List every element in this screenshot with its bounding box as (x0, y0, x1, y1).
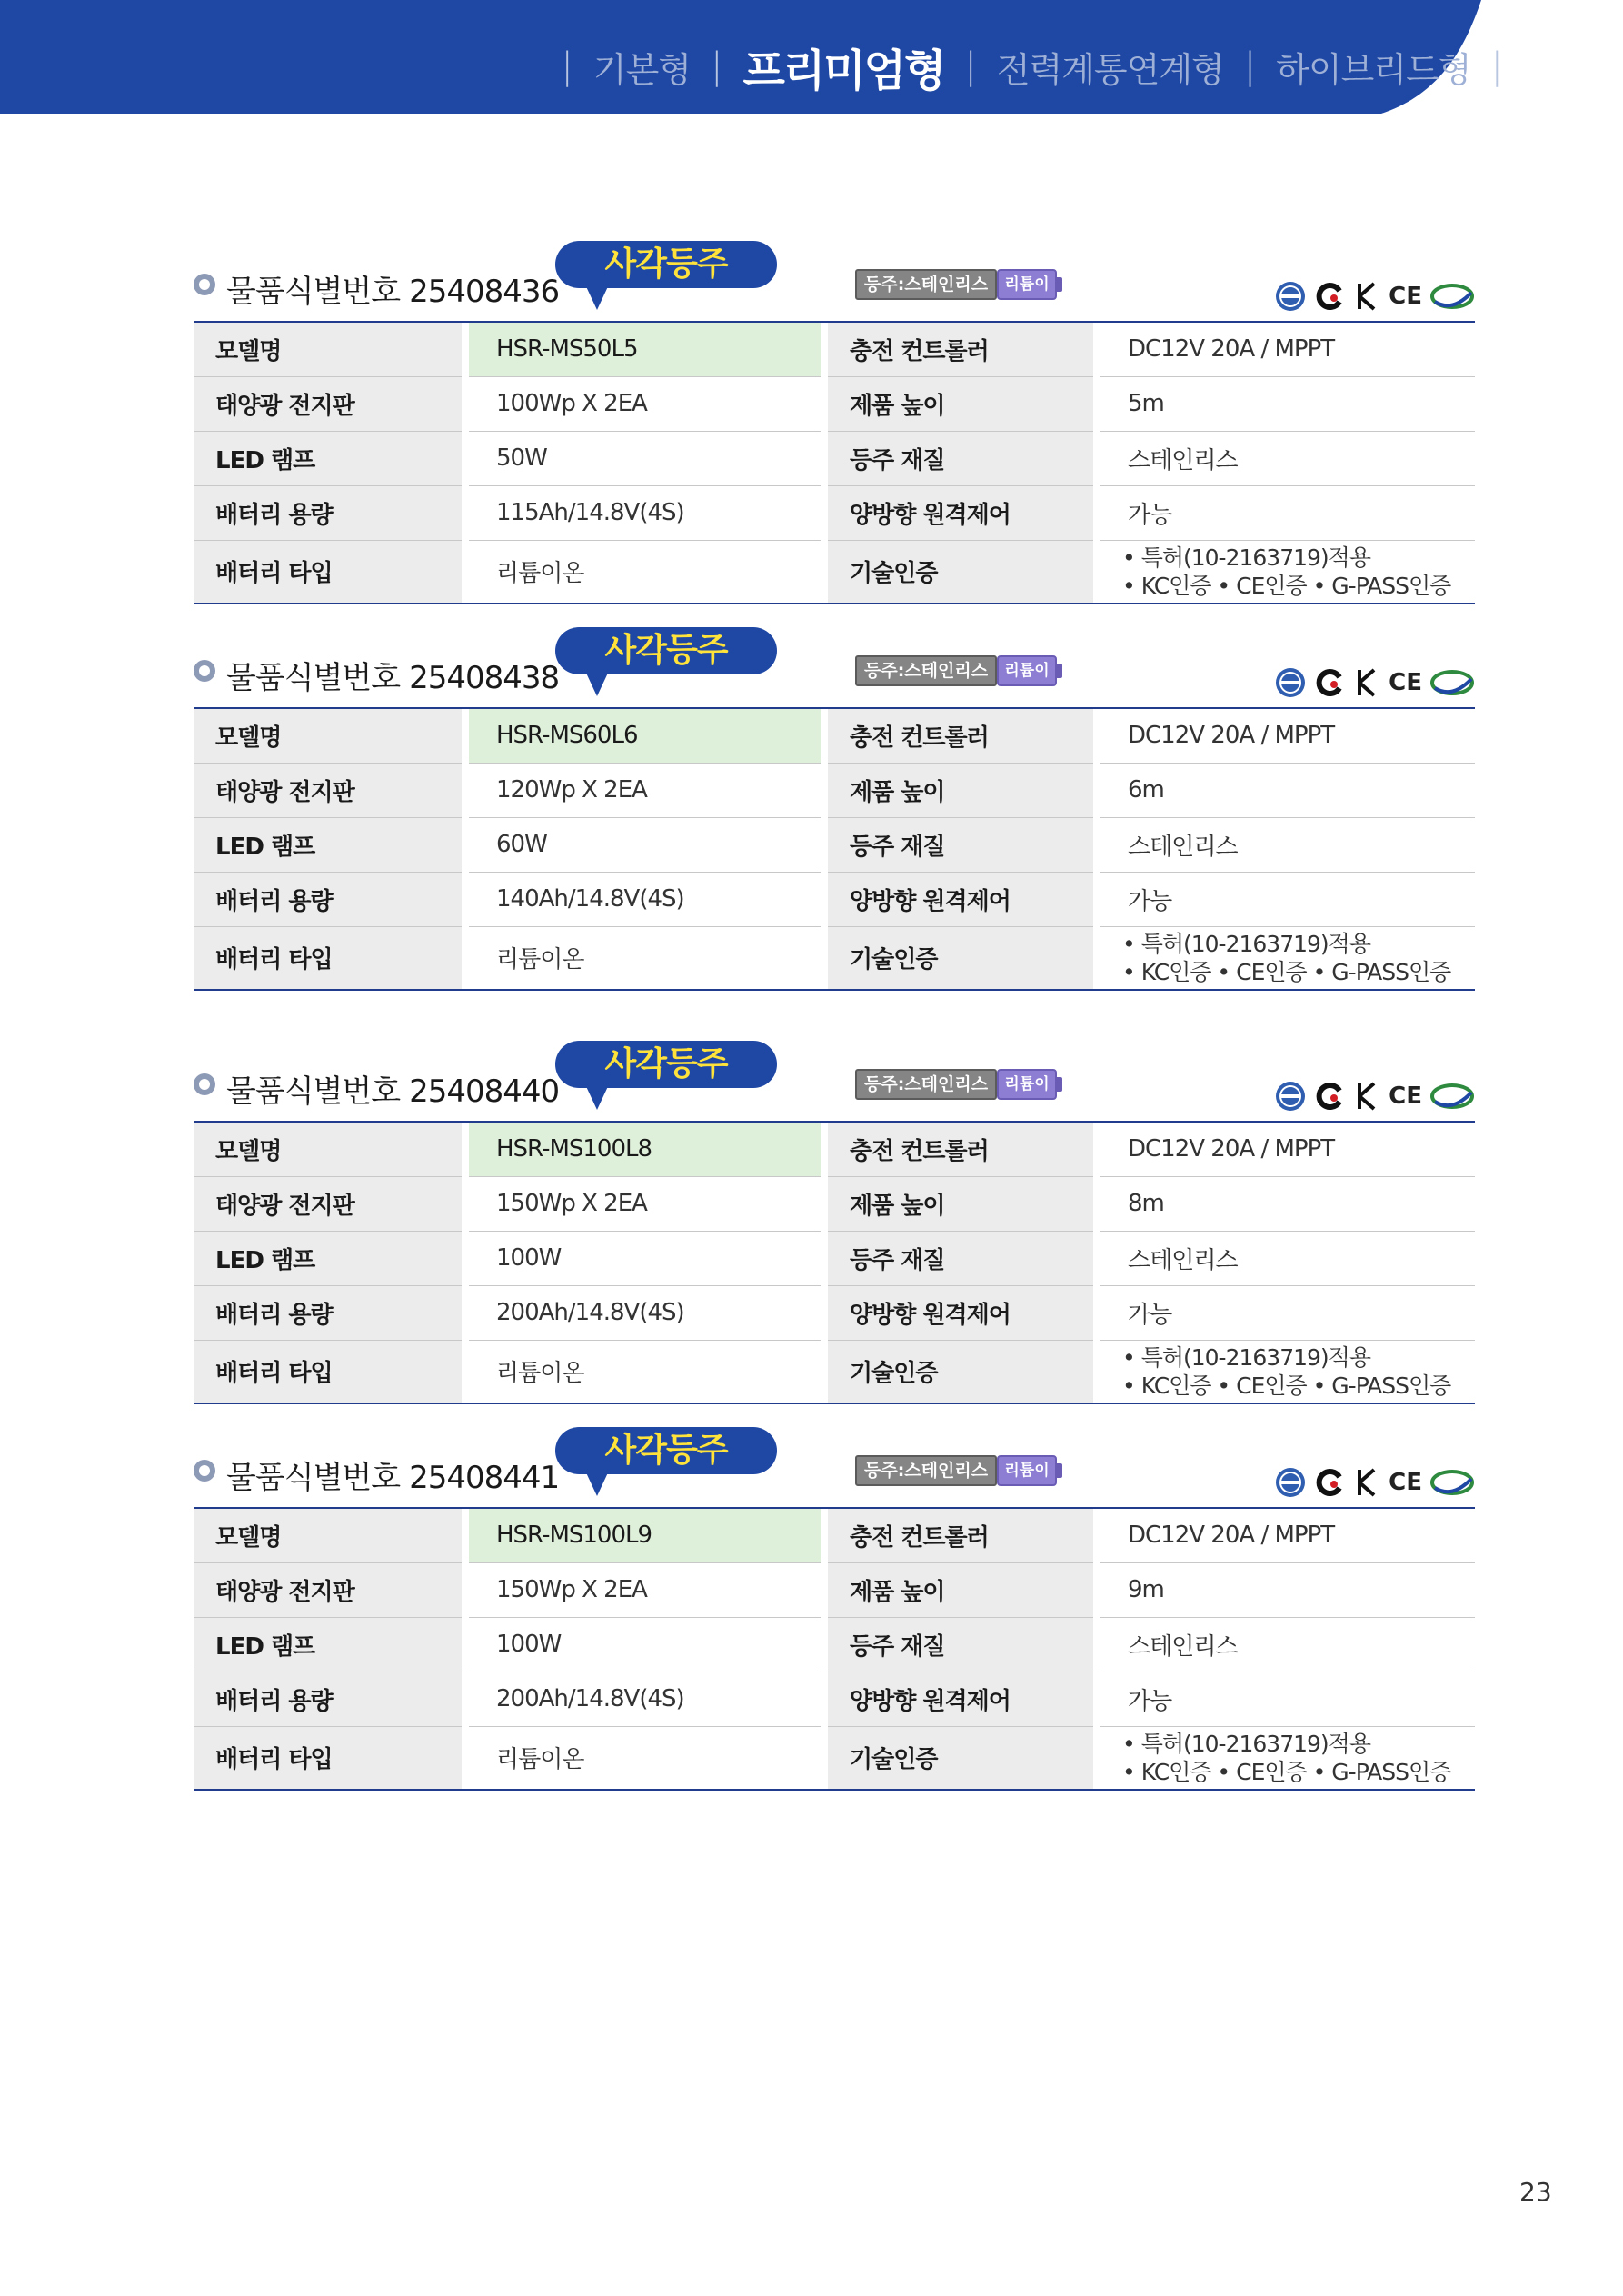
table-row (194, 817, 1475, 872)
battery-cap-icon (1057, 277, 1062, 292)
label-material: 등주 재질 (828, 1231, 1093, 1285)
ident-label: 물품식별번호 (226, 1073, 401, 1110)
value-capacity: 140Ah/14.8V(4S) (469, 872, 821, 926)
nav-separator: | (964, 45, 977, 87)
table-row (194, 1508, 1475, 1562)
kc-mark-icon (1354, 666, 1381, 699)
value-remote: 가능 (1100, 1672, 1475, 1726)
ce-mark-icon: CE (1389, 283, 1422, 310)
product-block (194, 1427, 1475, 1791)
value-height: 8m (1100, 1176, 1475, 1231)
nav-separator: | (711, 45, 723, 87)
value-led: 60W (469, 817, 821, 872)
page-number: 23 (1519, 2177, 1552, 2207)
kc-mark-icon (1354, 1080, 1381, 1113)
nav-separator: | (561, 45, 573, 87)
label-battery-type: 배터리 타입 (194, 926, 462, 990)
value-battery-type: 리튬이온 (469, 926, 821, 990)
value-controller: DC12V 20A / MPPT (1100, 1508, 1475, 1562)
label-led: LED 램프 (194, 431, 462, 485)
label-material: 등주 재질 (828, 817, 1093, 872)
good-software-icon (1429, 1466, 1475, 1499)
pole-type-badge: 사각등주 (555, 241, 777, 288)
spec-table (194, 1507, 1475, 1791)
label-battery-type: 배터리 타입 (194, 1340, 462, 1403)
value-battery-type: 리튬이온 (469, 1726, 821, 1790)
value-led: 50W (469, 431, 821, 485)
table-row (194, 1176, 1475, 1231)
value-model: HSR-MS60L6 (469, 708, 821, 763)
cert-logos (1274, 1077, 1475, 1115)
g-mark-icon (1314, 666, 1347, 699)
material-tag: 등주:스테인리스 (855, 655, 997, 686)
value-battery-type: 리튬이온 (469, 1340, 821, 1403)
nav-item-basic[interactable]: 기본형 (592, 49, 691, 90)
kc-mark-icon (1354, 280, 1381, 313)
label-led: LED 램프 (194, 1231, 462, 1285)
table-row (194, 1726, 1475, 1790)
nav-item-premium[interactable]: 프리미엄형 (742, 45, 945, 96)
nav-item-grid-tied[interactable]: 전력계통연계형 (996, 49, 1224, 90)
label-tech: 기술인증 (828, 1726, 1093, 1790)
battery-cap-icon (1057, 1077, 1062, 1092)
ce-mark-icon: CE (1389, 1469, 1422, 1496)
bullet-icon (194, 1460, 215, 1482)
pole-type-badge: 사각등주 (555, 1041, 777, 1088)
pole-type-badge: 사각등주 (555, 627, 777, 674)
ident-label: 물품식별번호 (226, 1460, 401, 1496)
label-height: 제품 높이 (828, 763, 1093, 817)
label-battery-type: 배터리 타입 (194, 1726, 462, 1790)
bullet-icon (194, 660, 215, 682)
value-tech (1100, 926, 1475, 990)
cert-logos (1274, 1463, 1475, 1502)
badge-pointer (584, 283, 610, 310)
gs-cert-icon (1274, 1080, 1307, 1113)
value-controller: DC12V 20A / MPPT (1100, 708, 1475, 763)
good-software-icon (1429, 1080, 1475, 1113)
nav-separator: | (1243, 45, 1257, 87)
value-remote: 가능 (1100, 872, 1475, 926)
value-material: 스테인리스 (1100, 1617, 1475, 1672)
table-row (194, 1617, 1475, 1672)
value-model: HSR-MS100L9 (469, 1508, 821, 1562)
tech-line: • 특허(10-2163719)적용 (1122, 1730, 1370, 1757)
table-row (194, 1562, 1475, 1617)
value-height: 9m (1100, 1562, 1475, 1617)
label-controller: 충전 컨트롤러 (828, 1122, 1093, 1176)
table-row (194, 1672, 1475, 1726)
label-controller: 충전 컨트롤러 (828, 1508, 1093, 1562)
ident-number: 25408438 (409, 660, 560, 696)
value-remote: 가능 (1100, 485, 1475, 540)
label-tech: 기술인증 (828, 1340, 1093, 1403)
product-ident (226, 266, 559, 311)
label-material: 등주 재질 (828, 431, 1093, 485)
ident-number: 25408441 (409, 1460, 560, 1496)
value-tech (1100, 540, 1475, 604)
g-mark-icon (1314, 1466, 1347, 1499)
label-battery-type: 배터리 타입 (194, 540, 462, 604)
value-panel: 150Wp X 2EA (469, 1176, 821, 1231)
battery-tag: 리튬이온 (997, 1455, 1057, 1486)
ident-number: 25408440 (409, 1073, 560, 1110)
nav-item-hybrid[interactable]: 하이브리드형 (1276, 49, 1471, 90)
product-header (194, 1041, 1475, 1121)
battery-tag: 리튬이온 (997, 269, 1057, 300)
label-led: LED 램프 (194, 817, 462, 872)
ce-mark-icon: CE (1389, 669, 1422, 696)
product-block (194, 627, 1475, 991)
label-remote: 양방향 원격제어 (828, 872, 1093, 926)
bullet-icon (194, 274, 215, 295)
nav-separator: | (1490, 45, 1503, 87)
value-controller: DC12V 20A / MPPT (1100, 322, 1475, 376)
battery-cap-icon (1057, 664, 1062, 678)
product-header (194, 1427, 1475, 1507)
g-mark-icon (1314, 280, 1347, 313)
label-height: 제품 높이 (828, 376, 1093, 431)
gs-cert-icon (1274, 280, 1307, 313)
label-panel: 태양광 전지판 (194, 1176, 462, 1231)
table-row (194, 708, 1475, 763)
spec-table (194, 1121, 1475, 1404)
ce-mark-icon: CE (1389, 1083, 1422, 1110)
category-nav (541, 35, 1523, 98)
table-row (194, 1122, 1475, 1176)
value-height: 5m (1100, 376, 1475, 431)
label-material: 등주 재질 (828, 1617, 1093, 1672)
value-led: 100W (469, 1617, 821, 1672)
label-led: LED 램프 (194, 1617, 462, 1672)
label-capacity: 배터리 용량 (194, 1285, 462, 1340)
tech-line: • KC인증 • CE인증 • G-PASS인증 (1122, 1372, 1451, 1399)
value-height: 6m (1100, 763, 1475, 817)
value-material: 스테인리스 (1100, 431, 1475, 485)
tech-line: • KC인증 • CE인증 • G-PASS인증 (1122, 958, 1451, 985)
value-model: HSR-MS50L5 (469, 322, 821, 376)
label-controller: 충전 컨트롤러 (828, 322, 1093, 376)
product-ident (226, 653, 559, 697)
tech-line: • KC인증 • CE인증 • G-PASS인증 (1122, 572, 1451, 599)
value-controller: DC12V 20A / MPPT (1100, 1122, 1475, 1176)
label-remote: 양방향 원격제어 (828, 1285, 1093, 1340)
ident-label: 물품식별번호 (226, 660, 401, 696)
table-row (194, 485, 1475, 540)
table-row (194, 431, 1475, 485)
gs-cert-icon (1274, 666, 1307, 699)
gs-cert-icon (1274, 1466, 1307, 1499)
value-material: 스테인리스 (1100, 1231, 1475, 1285)
table-row (194, 763, 1475, 817)
label-model: 모델명 (194, 322, 462, 376)
value-capacity: 200Ah/14.8V(4S) (469, 1672, 821, 1726)
value-capacity: 200Ah/14.8V(4S) (469, 1285, 821, 1340)
label-height: 제품 높이 (828, 1176, 1093, 1231)
table-row (194, 1285, 1475, 1340)
spec-table (194, 321, 1475, 604)
label-remote: 양방향 원격제어 (828, 485, 1093, 540)
good-software-icon (1429, 666, 1475, 699)
label-panel: 태양광 전지판 (194, 1562, 462, 1617)
kc-mark-icon (1354, 1466, 1381, 1499)
label-model: 모델명 (194, 1508, 462, 1562)
cert-logos (1274, 277, 1475, 315)
value-led: 100W (469, 1231, 821, 1285)
value-model: HSR-MS100L8 (469, 1122, 821, 1176)
bullet-icon (194, 1073, 215, 1095)
product-block (194, 1041, 1475, 1404)
material-tag: 등주:스테인리스 (855, 1455, 997, 1486)
label-tech: 기술인증 (828, 926, 1093, 990)
value-battery-type: 리튬이온 (469, 540, 821, 604)
table-row (194, 926, 1475, 990)
value-panel: 150Wp X 2EA (469, 1562, 821, 1617)
product-ident (226, 1452, 559, 1497)
tech-line: • 특허(10-2163719)적용 (1122, 1343, 1370, 1371)
material-tag: 등주:스테인리스 (855, 269, 997, 300)
badge-pointer (584, 1469, 610, 1496)
label-remote: 양방향 원격제어 (828, 1672, 1093, 1726)
table-row (194, 1340, 1475, 1403)
material-tag: 등주:스테인리스 (855, 1069, 997, 1100)
battery-tag: 리튬이온 (997, 655, 1057, 686)
value-tech (1100, 1726, 1475, 1790)
spec-table (194, 707, 1475, 991)
pole-type-badge: 사각등주 (555, 1427, 777, 1474)
header-band (0, 0, 1623, 114)
table-row (194, 376, 1475, 431)
value-capacity: 115Ah/14.8V(4S) (469, 485, 821, 540)
tech-line: • KC인증 • CE인증 • G-PASS인증 (1122, 1758, 1451, 1785)
label-capacity: 배터리 용량 (194, 872, 462, 926)
label-capacity: 배터리 용량 (194, 485, 462, 540)
tech-line: • 특허(10-2163719)적용 (1122, 930, 1370, 957)
label-capacity: 배터리 용량 (194, 1672, 462, 1726)
product-header (194, 627, 1475, 707)
label-tech: 기술인증 (828, 540, 1093, 604)
value-material: 스테인리스 (1100, 817, 1475, 872)
battery-cap-icon (1057, 1463, 1062, 1478)
table-row (194, 872, 1475, 926)
badge-pointer (584, 1083, 610, 1110)
table-row (194, 1231, 1475, 1285)
badge-pointer (584, 669, 610, 696)
value-remote: 가능 (1100, 1285, 1475, 1340)
ident-label: 물품식별번호 (226, 274, 401, 310)
ident-number: 25408436 (409, 274, 560, 310)
value-tech (1100, 1340, 1475, 1403)
label-model: 모델명 (194, 1122, 462, 1176)
g-mark-icon (1314, 1080, 1347, 1113)
battery-tag: 리튬이온 (997, 1069, 1057, 1100)
product-ident (226, 1066, 559, 1111)
tech-line: • 특허(10-2163719)적용 (1122, 544, 1370, 571)
label-panel: 태양광 전지판 (194, 763, 462, 817)
product-header (194, 241, 1475, 321)
cert-logos (1274, 664, 1475, 702)
label-height: 제품 높이 (828, 1562, 1093, 1617)
label-controller: 충전 컨트롤러 (828, 708, 1093, 763)
table-row (194, 540, 1475, 604)
label-panel: 태양광 전지판 (194, 376, 462, 431)
good-software-icon (1429, 280, 1475, 313)
label-model: 모델명 (194, 708, 462, 763)
product-block (194, 241, 1475, 604)
value-panel: 100Wp X 2EA (469, 376, 821, 431)
table-row (194, 322, 1475, 376)
value-panel: 120Wp X 2EA (469, 763, 821, 817)
